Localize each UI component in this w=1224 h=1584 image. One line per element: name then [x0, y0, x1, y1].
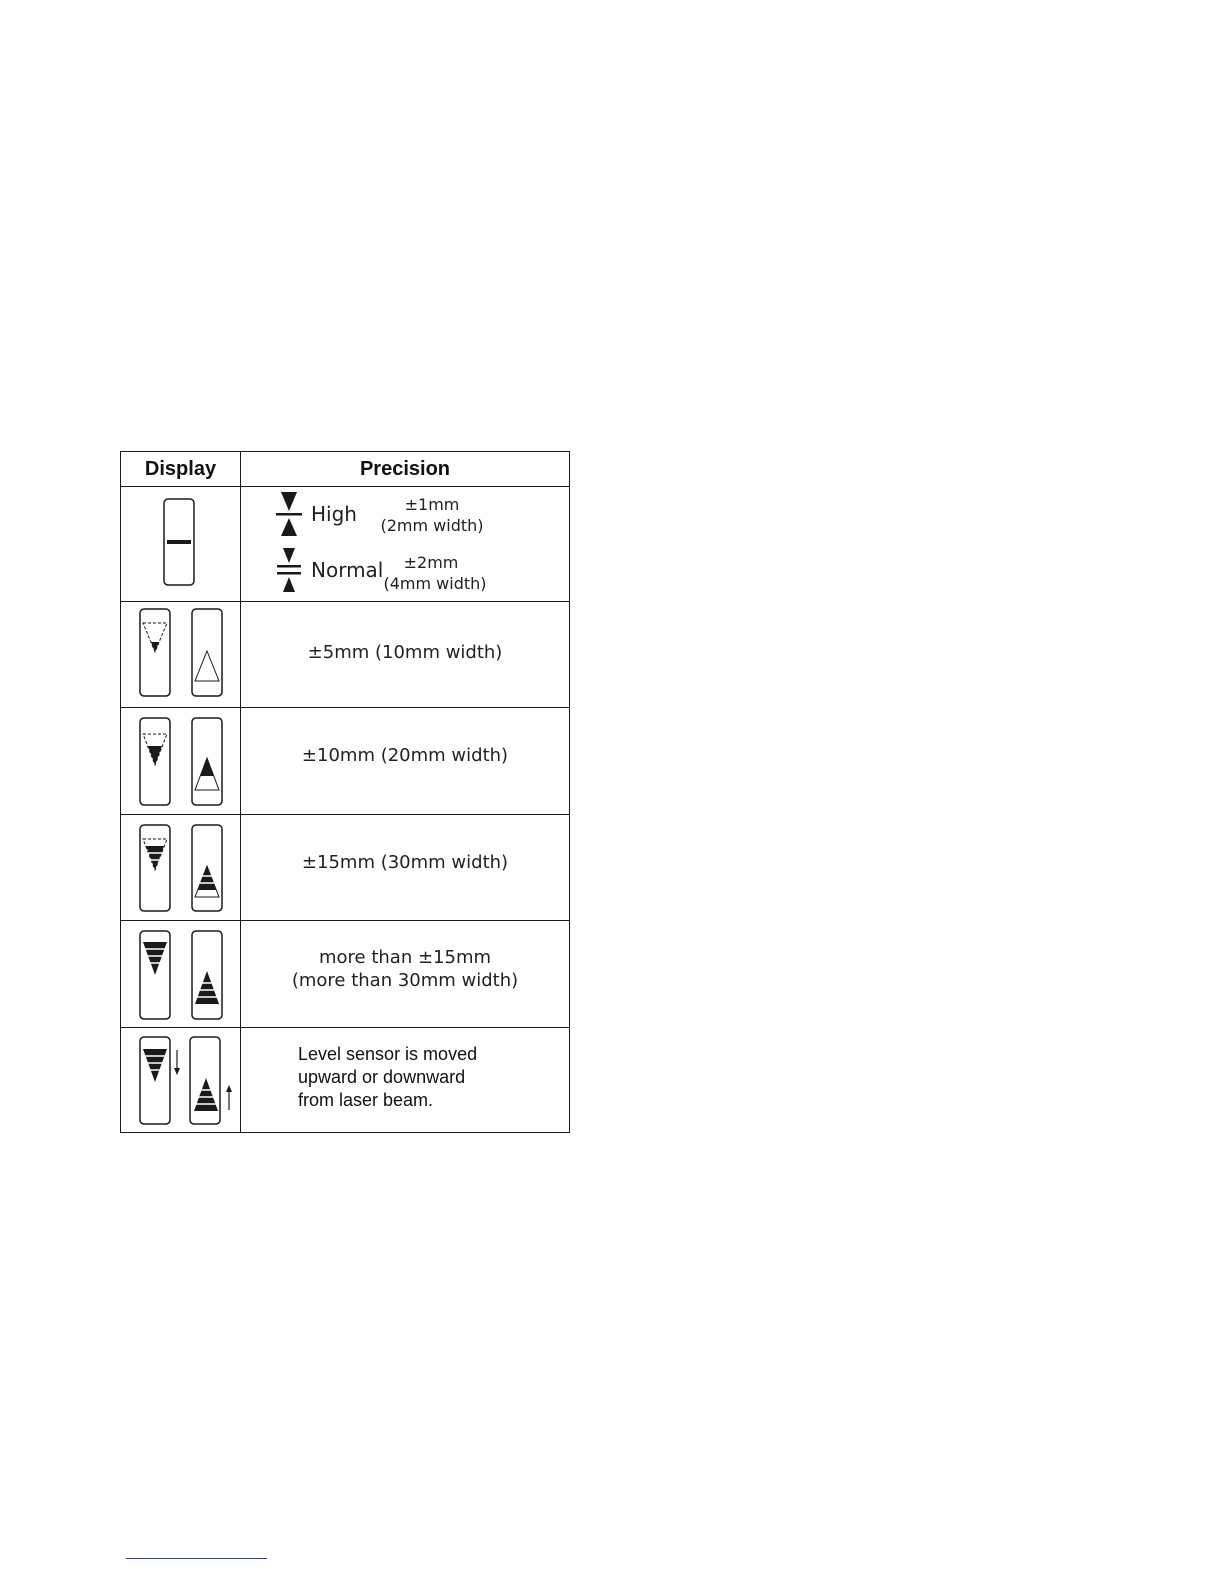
level-high-width: (2mm width) [380, 516, 484, 535]
precision-table [120, 451, 570, 1133]
display-over-15mm [121, 921, 240, 1027]
column-divider [240, 452, 241, 1132]
footnote-rule [126, 1558, 267, 1559]
display-10mm [121, 708, 240, 814]
precision-5mm: ±5mm (10mm width) [307, 642, 503, 663]
precision-10mm: ±10mm (20mm width) [301, 745, 509, 766]
level-normal-value: ±2mm [403, 553, 459, 572]
display-15mm [121, 815, 240, 920]
out-of-range-line2: upward or downward [298, 1067, 466, 1087]
header-display: Display [144, 458, 217, 480]
display-5mm [121, 602, 240, 707]
level-normal-width: (4mm width) [383, 574, 487, 593]
level-high-label: High [311, 502, 357, 526]
level-normal-label: Normal [311, 558, 384, 582]
display-on-level [121, 487, 240, 601]
header-precision: Precision [359, 458, 451, 480]
precision-over-15mm-line2: (more than 30mm width) [291, 970, 519, 991]
level-high-value: ±1mm [404, 495, 460, 514]
precision-over-15mm-line1: more than ±15mm [318, 947, 492, 968]
high-normal-indicator-icon [271, 489, 311, 599]
out-of-range-line3: from laser beam. [298, 1090, 434, 1110]
out-of-range-line1: Level sensor is moved [298, 1044, 478, 1064]
display-out-of-range [121, 1028, 240, 1133]
precision-15mm: ±15mm (30mm width) [301, 852, 509, 873]
